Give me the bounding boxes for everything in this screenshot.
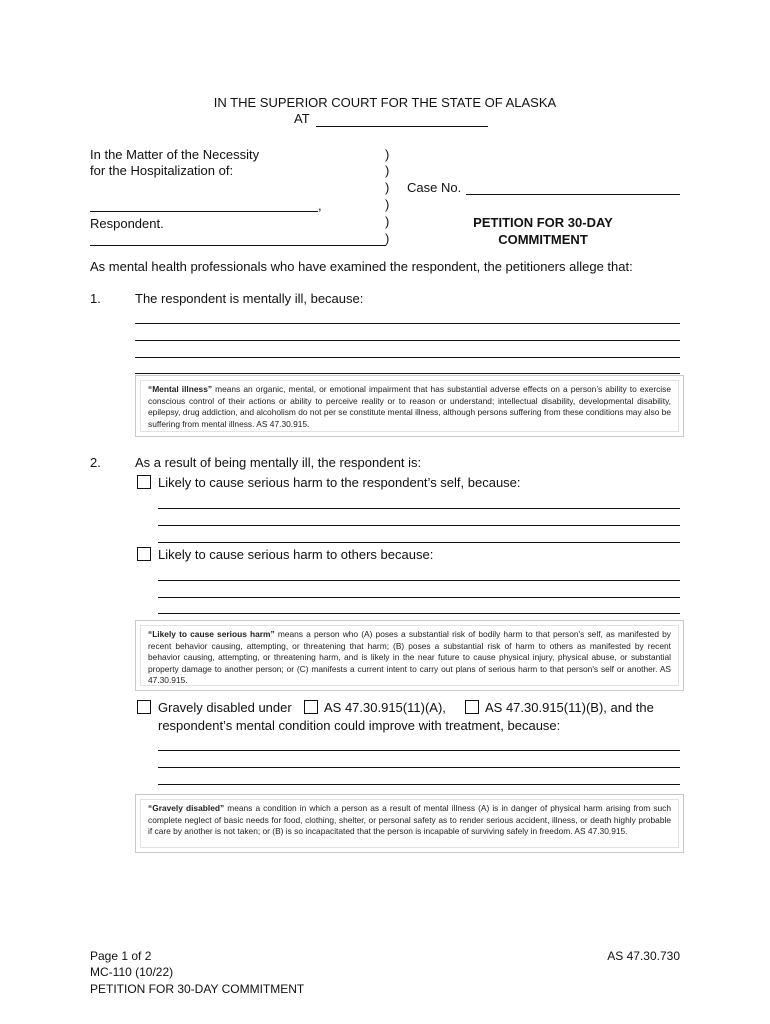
gravely-disabled-definition-box: [135, 794, 684, 853]
self-harm-checkbox[interactable]: [137, 475, 151, 489]
case-no-label: Case No.: [407, 180, 462, 195]
gravely-disabled-b-label: AS 47.30.915(11)(B), and the: [485, 700, 654, 715]
item-1-number: 1.: [90, 291, 101, 306]
footer-statute: AS 47.30.730: [607, 949, 680, 963]
court-location-field[interactable]: [316, 126, 488, 127]
harm-others-label: Likely to cause serious harm to others because:: [158, 547, 434, 562]
gravely-disabled-label: Gravely disabled under: [158, 700, 292, 715]
item-1-answer-line[interactable]: [135, 357, 680, 358]
gravely-disabled-line-2: respondent’s mental condition could improve with treatment, because:: [158, 718, 561, 733]
court-heading: IN THE SUPERIOR COURT FOR THE STATE OF ALASKA: [213, 95, 557, 110]
item-2-number: 2.: [90, 455, 101, 470]
gravely-disabled-checkbox[interactable]: [137, 700, 151, 714]
item-1-answer-line[interactable]: [135, 340, 680, 341]
gravely-disabled-b-checkbox[interactable]: [465, 700, 479, 714]
matter-line-1: In the Matter of the Necessity: [90, 147, 260, 162]
mental-illness-definition-box: [135, 375, 684, 437]
self-harm-answer-line[interactable]: [158, 525, 680, 526]
gravely-disabled-answer-line[interactable]: [158, 767, 680, 768]
footer-page-number: Page 1 of 2: [90, 949, 152, 963]
footer-form-title: PETITION FOR 30-DAY COMMITMENT: [90, 982, 305, 996]
item-1-answer-line[interactable]: [135, 373, 680, 374]
case-no-field[interactable]: [466, 194, 680, 195]
document-title-line-1: PETITION FOR 30-DAY: [473, 215, 613, 230]
caption-paren: ): [385, 197, 390, 212]
caption-paren: ): [385, 214, 390, 229]
self-harm-answer-line[interactable]: [158, 542, 680, 543]
self-harm-answer-line[interactable]: [158, 508, 680, 509]
caption-bottom-rule: [90, 245, 386, 246]
gravely-disabled-definition: means a condition in which a person as a result of mental illness (A) is in danger of physical harm arising from such complete neglect of basic needs for food, clothing, shelter, or personal safety as to render serious accident, illness, or death highly probable if care by another is not taken; or (B) is so incapacitated that the person is incapable of surviving safely in freedom. AS 47.30.915.: [148, 803, 671, 836]
harm-others-answer-line[interactable]: [158, 597, 680, 598]
serious-harm-term: “Likely to cause serious harm”: [148, 629, 275, 639]
mental-illness-term: “Mental illness”: [148, 384, 213, 394]
serious-harm-definition: means a person who (A) poses a substantial risk of bodily harm to that person's self, as manifested by recent behavior causing, attempting, or threatening that harm; (B) poses a substantial risk of harm to others as manifested by recent behavior causing, attempting, or threatening harm, and is likely in the near future to cause physical injury, physical abuse, or substantial property damage to another person; or (C) manifests a current intent to carry out plans of serious harm to that person's self or another. AS 47.30.915.: [148, 629, 671, 685]
respondent-name-field[interactable]: [90, 211, 318, 212]
item-1-text: The respondent is mentally ill, because:: [135, 291, 364, 306]
gravely-disabled-term: “Gravely disabled”: [148, 803, 225, 813]
document-title-line-2: COMMITMENT: [498, 232, 588, 247]
matter-line-2: for the Hospitalization of:: [90, 163, 234, 178]
gravely-disabled-answer-line[interactable]: [158, 750, 680, 751]
harm-others-answer-line[interactable]: [158, 613, 680, 614]
footer-form-number: MC-110 (10/22): [90, 965, 174, 979]
intro-text: As mental health professionals who have examined the respondent, the petitioners allege that:: [90, 259, 633, 274]
harm-others-answer-line[interactable]: [158, 580, 680, 581]
serious-harm-definition-box: [135, 620, 684, 691]
self-harm-label: Likely to cause serious harm to the respondent’s self, because:: [158, 475, 521, 490]
gravely-disabled-a-checkbox[interactable]: [304, 700, 318, 714]
respondent-label: Respondent.: [90, 216, 164, 231]
caption-paren: ): [385, 180, 390, 195]
item-1-answer-line[interactable]: [135, 323, 680, 324]
mental-illness-definition: means an organic, mental, or emotional impairment that has substantial adverse effects on a person’s ability to exercise conscious control of their actions or ability to perceive reality or to reason or understand; intellectual disability, developmental disability, epilepsy, drug addiction, and alcoholism do not per se constitute mental illness, although persons suffering from these conditions may also be suffering from mental illness. AS 47.30.915.: [148, 384, 672, 429]
gravely-disabled-answer-line[interactable]: [158, 784, 680, 785]
caption-paren: ): [385, 147, 390, 162]
caption-paren: ): [385, 163, 390, 178]
gravely-disabled-a-label: AS 47.30.915(11)(A),: [324, 700, 446, 715]
item-2-text: As a result of being mentally ill, the respondent is:: [135, 455, 422, 470]
caption-paren: ): [385, 231, 390, 246]
respondent-comma: ,: [318, 198, 322, 213]
court-location-label: AT: [294, 111, 310, 126]
harm-others-checkbox[interactable]: [137, 547, 151, 561]
